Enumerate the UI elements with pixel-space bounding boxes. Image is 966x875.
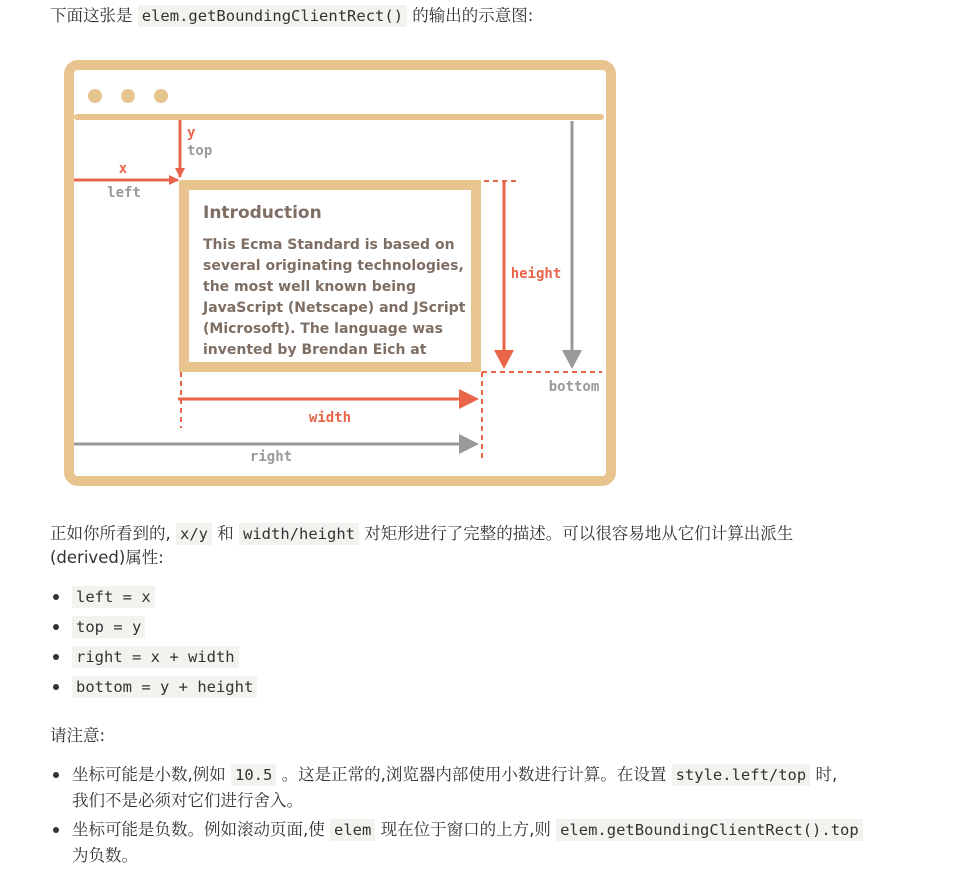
list-item <box>50 582 257 612</box>
list-item <box>50 817 952 868</box>
note-text: 坐标可能是小数,例如 <box>72 765 226 784</box>
window-dot-icon <box>154 89 168 103</box>
width-label: width <box>308 410 352 426</box>
derived-code: right = x + width <box>72 646 239 668</box>
note-heading: 请注意: <box>50 726 106 745</box>
note-text: 现在位于窗口的上方,则 <box>380 820 551 839</box>
element-title: Introduction <box>203 203 322 223</box>
desc-part: 对矩形进行了完整的描述。可以很容易地从它们计算出派生 <box>364 524 794 543</box>
desc-part: 正如你所看到的, <box>50 524 171 543</box>
notes-list <box>50 762 952 872</box>
note-text: 时, <box>815 765 838 784</box>
desc-part: 和 <box>217 524 234 543</box>
intro-before: 下面这张是 <box>50 6 133 25</box>
intro-code: elem.getBoundingClientRect() <box>138 5 407 27</box>
element-line: This Ecma Standard is based on <box>203 237 455 253</box>
derived-properties-list <box>50 582 257 702</box>
note-code: style.left/top <box>672 764 811 786</box>
derived-code: left = x <box>72 586 155 608</box>
list-item <box>50 612 257 642</box>
list-item <box>50 762 952 813</box>
bottom-label: bottom <box>548 379 600 395</box>
note-code: elem.getBoundingClientRect().top <box>556 819 863 841</box>
note-code: elem <box>330 819 375 841</box>
right-label: right <box>249 449 293 465</box>
left-label: left <box>107 185 141 201</box>
note-text: 坐标可能是负数。例如滚动页面,使 <box>72 820 325 839</box>
element-line: the most well known being <box>203 279 417 295</box>
desc-part: (derived)属性: <box>50 548 164 567</box>
intro-after: 的输出的示意图: <box>412 6 534 25</box>
window-dot-icon <box>121 89 135 103</box>
list-item <box>50 672 257 702</box>
element-line: invented by Brendan Eich at <box>203 342 427 358</box>
note-text: 我们不是必须对它们进行舍入。 <box>72 791 303 810</box>
element-line: JavaScript (Netscape) and JScript <box>203 300 466 316</box>
desc-code: x/y <box>176 523 212 545</box>
top-label: top <box>187 143 213 159</box>
window-dot-icon <box>88 89 102 103</box>
desc-code: width/height <box>239 523 359 545</box>
description-text <box>50 522 870 570</box>
x-label: x <box>118 161 128 177</box>
element-line: (Microsoft). The language was <box>203 321 443 337</box>
window-titlebar-divider <box>74 114 604 120</box>
list-item <box>50 642 257 672</box>
derived-code: top = y <box>72 616 145 638</box>
y-label: y <box>187 125 196 141</box>
element-line: several originating technologies, <box>203 258 464 274</box>
note-code: 10.5 <box>231 764 276 786</box>
note-text: 为负数。 <box>72 846 138 865</box>
height-label: height <box>510 266 562 282</box>
note-text: 。这是正常的,浏览器内部使用小数进行计算。在设置 <box>281 765 667 784</box>
derived-code: bottom = y + height <box>72 676 257 698</box>
